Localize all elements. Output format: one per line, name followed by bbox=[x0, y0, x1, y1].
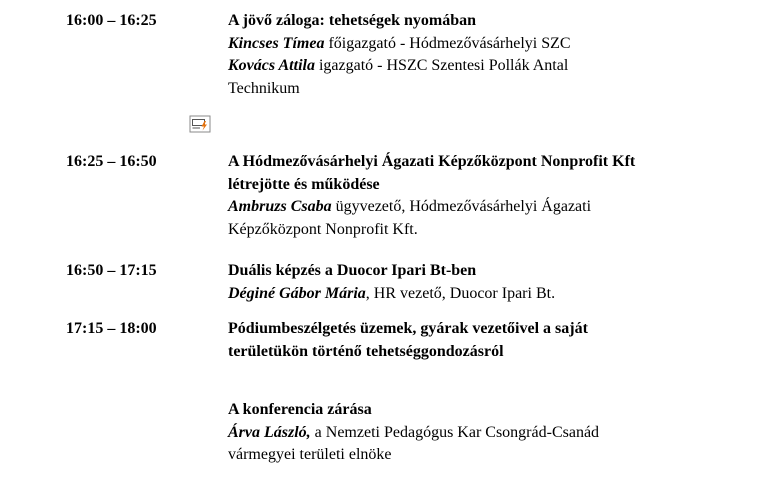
entry-title: A jövő záloga: tehetségek nyomában bbox=[228, 12, 476, 29]
speaker-line bbox=[228, 283, 728, 306]
entry-title: A konferencia zárása bbox=[228, 401, 372, 418]
speaker-role: a Nemzeti Pedagógus Kar Csongrád-Csanád bbox=[310, 423, 600, 441]
speaker-name: Kovács Attila bbox=[228, 57, 315, 74]
agenda-entry-2 bbox=[228, 151, 728, 241]
time-slot-3: 16:50 – 17:15 bbox=[66, 262, 157, 279]
speaker-line bbox=[228, 196, 728, 219]
speaker-line bbox=[228, 422, 728, 445]
speaker-name: Árva László, bbox=[228, 423, 311, 441]
entry-title: Pódiumbeszélgetés üzemek, gyárak vezetőivel a saját bbox=[228, 320, 588, 337]
speaker-role: igazgató - HSZC Szentesi Pollák Antal bbox=[314, 57, 569, 74]
speaker-name: Kincses Tímea bbox=[228, 34, 325, 52]
agenda-entry-1 bbox=[228, 10, 728, 100]
speaker-line bbox=[228, 55, 728, 78]
entry-title-continuation: területükön történő tehetséggondozásról bbox=[228, 342, 504, 360]
speaker-name: Déginé Gábor Mária bbox=[228, 284, 366, 302]
speaker-role-continuation: Technikum bbox=[228, 79, 300, 97]
time-slot-1: 16:00 – 16:25 bbox=[66, 12, 157, 29]
speaker-name: Ambruzs Csaba bbox=[228, 198, 332, 215]
speaker-role: , HR vezető, Duocor Ipari Bt. bbox=[365, 284, 556, 302]
agenda-entry-3 bbox=[228, 260, 728, 305]
agenda-entry-5 bbox=[228, 399, 728, 467]
speaker-line bbox=[228, 33, 728, 56]
entry-title: Duális képzés a Duocor Ipari Bt-ben bbox=[228, 262, 477, 279]
entry-title: A Hódmezővásárhelyi Ágazati Képzőközpont Nonprofit Kft bbox=[228, 153, 636, 170]
time-slot-4: 17:15 – 18:00 bbox=[66, 320, 157, 337]
speaker-role: ügyvezető, Hódmezővásárhelyi Ágazati bbox=[331, 198, 592, 215]
speaker-role-continuation: Képzőközpont Nonprofit Kft. bbox=[228, 220, 418, 238]
layout-options-icon[interactable] bbox=[189, 115, 211, 133]
agenda-entry-4 bbox=[228, 318, 728, 363]
entry-title-continuation: létrejötte és működése bbox=[228, 175, 380, 193]
time-slot-2: 16:25 – 16:50 bbox=[66, 153, 157, 170]
speaker-role: főigazgató - Hódmezővásárhelyi SZC bbox=[324, 34, 571, 52]
speaker-role-continuation: vármegyei területi elnöke bbox=[228, 446, 392, 463]
